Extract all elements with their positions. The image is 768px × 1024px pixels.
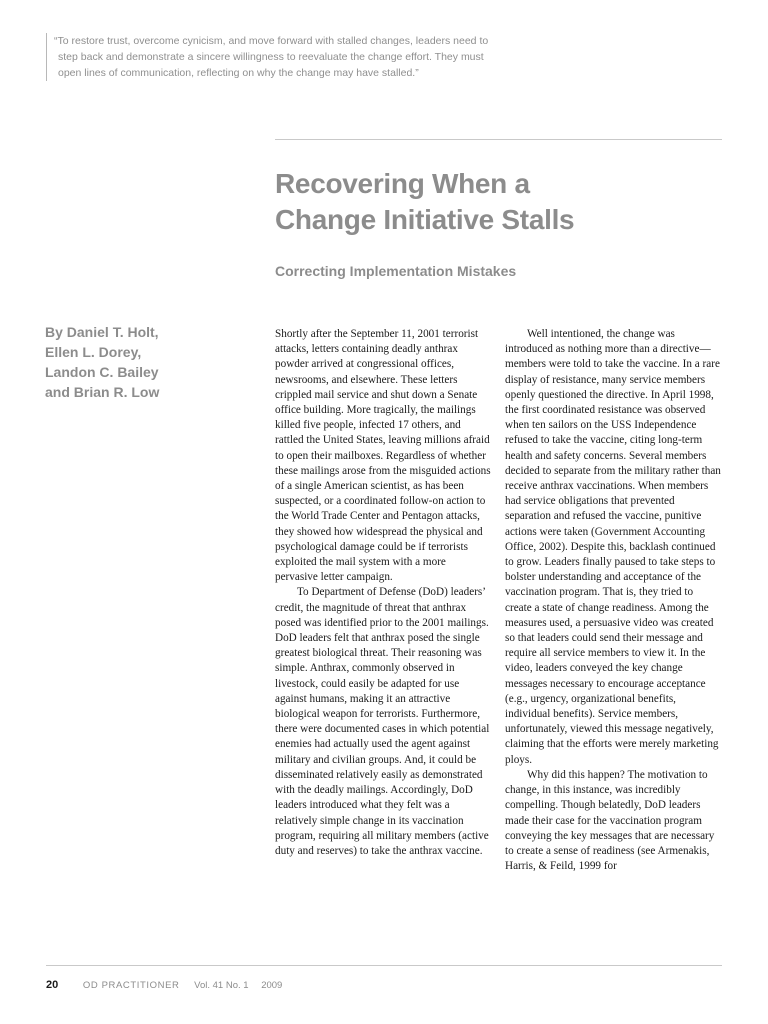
body-paragraph: Why did this happen? The motivation to change, in this instance, was incredibly compelling. Though belatedly, DoD leaders made their case for the vaccination program conveying the key messages that are necessary to create a sense of readiness (see Armenakis, Harris, & Feild, 1999 for — [505, 768, 715, 873]
page-footer — [46, 978, 282, 993]
article-title — [275, 166, 722, 238]
pull-quote: “To restore trust, overcome cynicism, and move forward with stalled changes, leaders need to step back and demonstrate a sincere willingness to reevaluate the change effort. They must open lines of communication, reflecting on why the change may have stalled.” — [46, 33, 498, 81]
article-subtitle: Correcting Implementation Mistakes — [275, 263, 517, 279]
body-column-left — [275, 327, 491, 939]
journal-name: OD PRACTITIONER — [82, 980, 180, 991]
author-line: Landon C. Bailey — [45, 364, 159, 380]
journal-issue: Vol. 41 No. 1 — [194, 980, 249, 991]
author-line: By Daniel T. Holt, — [45, 324, 159, 340]
title-line-1: Recovering When a — [275, 168, 530, 199]
author-line: and Brian R. Low — [45, 384, 160, 400]
body-paragraph: Well intentioned, the change was introduced as nothing more than a directive—members were told to take the vaccine. In a rare display of resistance, many service members openly questioned the directive. In April 1998, the first coordinated resistance was observed when ten sailors on the USS Independence refused to take the vaccine, citing long-term health and safety concerns. Several members decided to separate from the military rather than receive anthrax vaccinations. When members had service obligations that prevented separation and refused the vaccine, punitive actions were taken (Government Accounting Office, 2002). Despite this, backlash continued to grow. Leaders finally paused to take steps to bolster understanding and acceptance of the vaccination program. That is, they tried to create a state of change readiness. Among the measures used, a persuasive video was created so that leaders could send their message and require all service members to view it. In the video, leaders conveyed the key change messages necessary to encourage acceptance (e.g., urgency, organizational benefits, individual benefits). Service members, unfortunately, viewed this message negatively, claiming that the efforts were merely marketing ploys. — [505, 328, 721, 766]
title-line-2: Change Initiative Stalls — [275, 204, 575, 235]
body-paragraph: Shortly after the September 11, 2001 terrorist attacks, letters containing deadly anthrax powder arrived at congressional offices, newsrooms, and elsewhere. These letters crippled mail service and shut down a Senate office building. More tragically, the mailings killed five people, infected 17 others, and rattled the United States, leaving millions afraid to open their mailboxes. Regardless of whether these mailings arose from the misguided actions of a single American scientist, as has been suspected, or a coordinated follow-on action to the World Trade Center and Pentagon attacks, they showed how widespread the physical and psychological damage could be if terrorists exploited the mail system with a more pervasive letter campaign. — [275, 328, 491, 584]
footer-divider — [46, 965, 722, 966]
author-line: Ellen L. Dorey, — [45, 344, 142, 360]
top-divider — [275, 139, 722, 140]
author-byline — [45, 322, 245, 402]
page-number: 20 — [46, 979, 59, 991]
journal-year: 2009 — [261, 980, 283, 991]
body-column-right — [505, 327, 721, 939]
body-paragraph: To Department of Defense (DoD) leaders’ credit, the magnitude of threat that anthrax posed was identified prior to the 2001 mailings. DoD leaders felt that anthrax posed the single greatest biological threat. Their reasoning was simple. Anthrax, commonly observed in livestock, could easily be adapted for use against humans, making it an attractive biological weapon for terrorists. Furthermore, there were documented cases in which potential enemies had actually used the agent against military and civilian groups. And, it could be disseminated relatively easily as demonstrated with the deadly mailings. Accordingly, DoD leaders introduced what they felt was a relatively simple change in its vaccination program, requiring all military members (active duty and reserves) to take the anthrax vaccine. — [275, 586, 490, 857]
